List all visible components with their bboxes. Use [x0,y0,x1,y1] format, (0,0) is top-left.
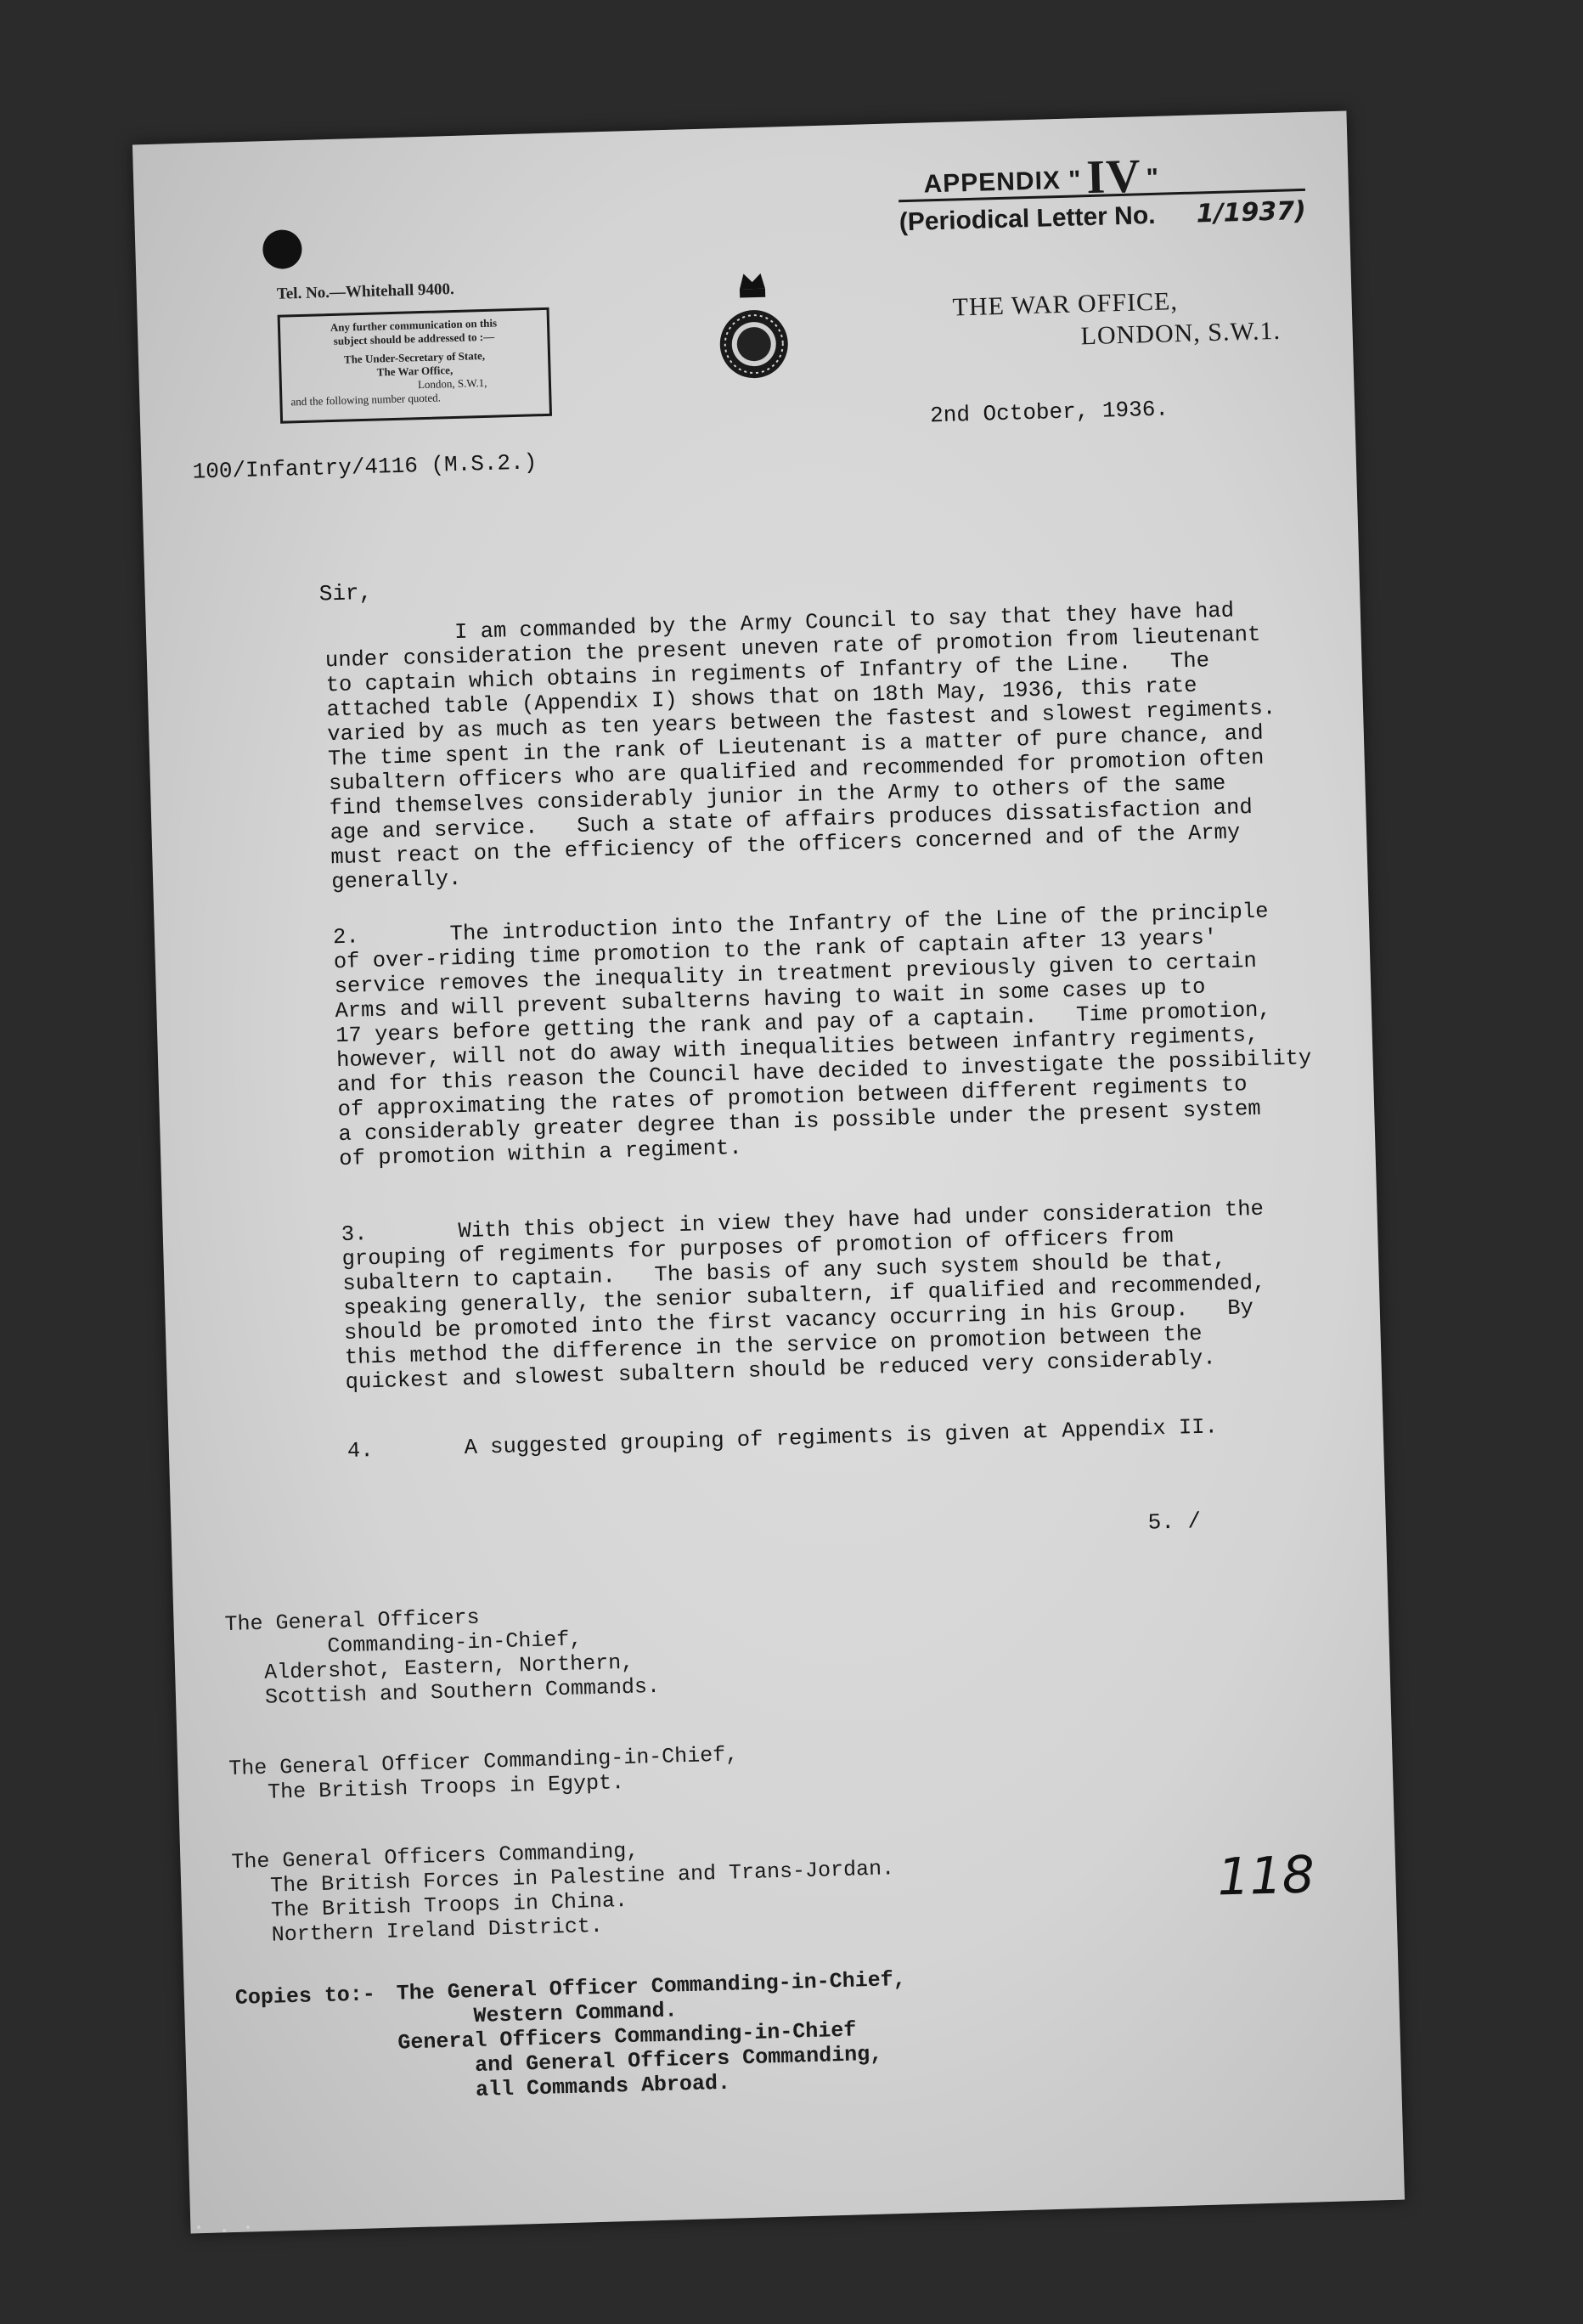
appendix-label: APPENDIX [923,166,1062,199]
salutation: Sir, [318,579,373,607]
scan-speck [246,2225,250,2229]
stamp-line: The Under-Secretary of State, [343,348,486,366]
addressee-block-1: The General Officers Commanding-in-Chief, Aldershot, Eastern, Northern, Scottish and Southern Commands. [224,1605,661,1712]
letter-date: 2nd October, 1936. [929,396,1169,429]
office-name: THE WAR OFFICE, [952,287,1179,322]
addressee-block-2: The General Officer Commanding-in-Chief, The British Troops in Egypt. [228,1742,739,1807]
punch-hole [262,229,302,269]
paragraph-2: 2. The introduction into the Infantry of the Line of the principle of over-riding time promotion to the rank of captain after 13 years' service removes the inequality in treatment previously given to certain Arms and will prevent subalterns having to wait in some cases up to 17 years before getting the rank and pay of a captain. Time promotion, however, will not do away with inequalities between infantry regiments, and for this reason the Council have decided to investigate the possibility of approximating the rates of promotion between different regiments to a considerably greater degree than is possible under the present system of promotion within a regiment. [332,899,1312,1172]
office-city: LONDON, S.W.1. [1080,316,1282,351]
page-number: 118 [1216,1845,1315,1908]
appendix-heading: APPENDIX "IV " [923,149,1160,205]
reference-number: 100/Infantry/4116 (M.S.2.) [192,449,538,485]
copies-block: The General Officer Commanding-in-Chief, Western Command. General Officers Commanding-in-Chief and General Officers Commanding, all Commands Abroad. [396,1966,907,2105]
appendix-number: IV [1085,149,1142,205]
paragraph-3: 3. With this object in view they have had under consideration the grouping of regiments for purposes of promotion of officers from subaltern to captain. The basis of any such system should be that, speaking generally, the senior subaltern, if qualified and recommended, should be promoted into the first vacancy occurring in his Group. By this method the difference in the service on promotion between the quickest and slowest subaltern should be reduced very considerably. [341,1196,1266,1396]
document-sheet [132,111,1405,2234]
stamp-line: London, S.W.1, [417,375,487,392]
telephone-number: Tel. No.—Whitehall 9400. [276,279,454,303]
addressee-block-3: The General Officers Commanding, The British Forces in Palestine and Trans-Jordan. The British Troops in China. Northern Ireland District. [231,1838,895,1949]
periodical-label: (Periodical Letter No. [899,200,1156,237]
stamp-line: Any further communication on this [330,316,498,335]
scan-speck [223,2229,226,2232]
periodical-number: 1/1937) [1196,195,1307,229]
stamp-line: The War Office, [376,364,453,379]
scan-speck [197,2225,200,2229]
copies-label: Copies to:- [234,1982,376,2011]
paragraph-4: 4. A suggested grouping of regiments is given at Appendix II. [346,1414,1219,1464]
continuation-marker: 5. / [1147,1508,1202,1536]
office-address [952,283,1281,357]
address-stamp-box [278,307,552,424]
stamp-line: and the following number quoted. [290,391,442,409]
paragraph-1: I am commanded by the Army Council to say that they have had under consideration the present uneven rate of promotion from lieutenant to captain which obtains in regiments of Infantry of the Line. The attached table (Appendix I) shows that on 18th May, 1936, this rate varied by as much as ten years between the fastest and slowest regiments. The time spent in the rank of Lieutenant is a matter of pure chance, and subaltern officers who are qualified and recommended for promotion often find themselves considerably junior in the Army to others of the same age and service. Such a state of affairs produces dissatisfaction and must react on the efficiency of the officers concerned and of the Army generally. [324,598,1276,895]
stamp-line: subject should be addressed to :— [333,330,495,347]
royal-crest-icon [713,262,793,392]
